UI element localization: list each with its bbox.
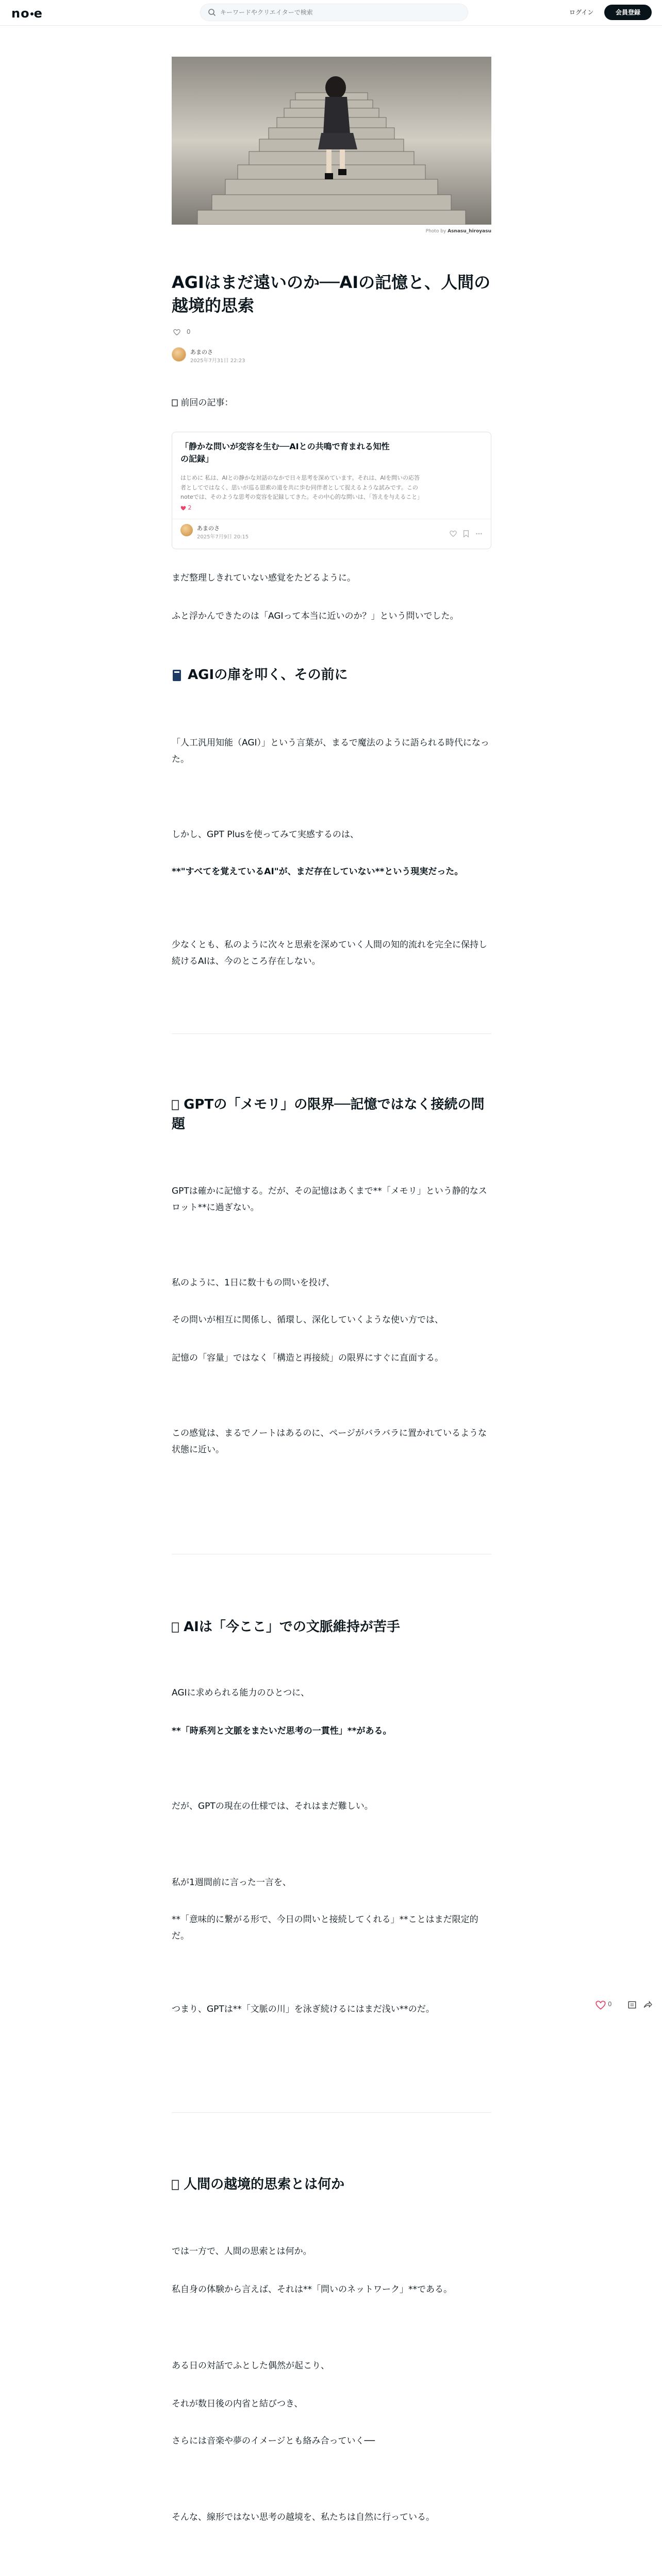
article-title: AGIはまだ遠いのか──AIの記憶と、人間の越境的思索 — [172, 273, 491, 316]
paragraph: だが、GPTの現在の仕様では、それはまだ難しい。 — [172, 1801, 373, 1811]
paragraph: 「人工汎用知能（AGI）」という言葉が、まるで魔法のように語られる時代になった。 — [172, 738, 489, 765]
publish-date: 2025年7月31日 22:23 — [190, 358, 245, 364]
share-icon[interactable] — [643, 2001, 652, 2010]
divider — [172, 1033, 491, 1034]
paragraph: さらには音楽や夢のイメージとも絡み合っていく── — [172, 2436, 375, 2446]
paragraph: この感覚は、まるでノートはあるのに、ページがバラバラに置かれているような状態に近い。 — [172, 1428, 487, 1455]
embed-like-row — [180, 504, 192, 511]
paragraph: 私が1週間前に言った一言を、 — [172, 1877, 291, 1888]
divider — [172, 2112, 491, 2113]
credit-name[interactable]: Asnasu_hiroyasu — [448, 229, 491, 234]
paragraph: その問いが相互に関係し、循環し、深化していくような使い方では、 — [172, 1315, 443, 1325]
search-icon — [208, 8, 216, 16]
section-heading: AIは「今ここ」での文脈維持が苦手 — [172, 1618, 491, 1637]
signup-button[interactable]: 会員登録 — [604, 5, 652, 20]
link-icon — [172, 1099, 179, 1111]
hero-image — [172, 57, 491, 225]
title-like-count: 0 — [186, 328, 191, 335]
prev-article-label: 前回の記事： — [172, 395, 491, 411]
paragraph: AGIに求められる能力のひとつに、 — [172, 1688, 310, 1698]
link-icon — [172, 1622, 179, 1633]
embed-date: 2025年7月9日 20:15 — [197, 534, 249, 540]
paragraph: 記憶の「容量」ではなく「構造と再接続」の限界にすぐに直面する。 — [172, 1353, 443, 1363]
paragraph: 私自身の体験から言えば、それは**「問いのネットワーク」**である。 — [172, 2284, 452, 2295]
paragraph: では一方で、人間の思索とは何か。 — [172, 2246, 312, 2257]
floating-actions — [595, 1999, 657, 2011]
share-icon[interactable] — [475, 530, 483, 537]
paragraph: **「時系列と文脈をまたいだ思考の一貫性」**がある。 — [172, 1726, 392, 1736]
link-icon — [172, 2179, 179, 2191]
photo-credit — [172, 229, 491, 234]
book-icon — [172, 669, 183, 682]
search-box[interactable] — [200, 4, 468, 21]
section-heading: GPTの「メモリ」の限界──記憶ではなく接続の問題 — [172, 1097, 485, 1132]
avatar — [180, 524, 193, 536]
link-icon — [172, 399, 178, 406]
paragraph: それが数日後の内省と結びつき、 — [172, 2399, 303, 2409]
paragraph: **"すべてを覚えているAI"が、まだ存在していない**という現実だった。 — [172, 867, 464, 877]
embedded-article-card[interactable] — [172, 432, 491, 549]
heart-icon[interactable] — [173, 329, 180, 336]
search-input[interactable] — [220, 7, 457, 18]
embed-excerpt: はじめに 私は、AIとの静かな対話のなかで日々思考を深めています。それは、AIを問いの応答者としてではなく、思いが巡る思索の道を共に歩む同伴者として捉えるような試みです。このnoteでは、そのような思考の変容を記録してきた。その中心的な問いは、「答えを与えること」 — [180, 474, 420, 501]
section-heading: AGIの扉を叩く、その前に — [172, 666, 491, 685]
title-like-row — [173, 328, 190, 336]
section-heading: 人間の越境的思索とは何か — [172, 2175, 491, 2195]
credit-prefix: Photo by — [425, 229, 446, 234]
paragraph: 私のように、1日に数十もの問いを投げ、 — [172, 1278, 335, 1288]
bookmark-icon[interactable] — [462, 530, 470, 537]
embed-title[interactable]: 「静かな問いが変容を生む──AIとの共鳴で育まれる知性の記録」 — [180, 442, 390, 464]
paragraph: ふと浮かんできたのは「AGIって本当に近いのか？」という問いでした。 — [172, 611, 459, 621]
paragraph: **「意味的に繋がる形で、今日の問いと接続してくれる」**ことはまだ限定的だ。 — [172, 1914, 478, 1942]
embed-like-count: 2 — [188, 504, 192, 511]
heart-icon[interactable] — [595, 2000, 606, 2010]
comment-icon[interactable] — [627, 2001, 637, 2010]
side-like-count: 0 — [608, 2001, 612, 2008]
heart-icon — [180, 505, 186, 511]
embed-author-name: あまのさ — [197, 525, 220, 532]
paragraph: しかし、GPT Plusを使ってみて実感するのは、 — [172, 829, 359, 840]
paragraph: つまり、GPTは**「文脈の川」を泳ぎ続けるにはまだ浅い**のだ。 — [172, 2004, 435, 2014]
author-name[interactable]: あまのさ — [190, 349, 213, 355]
top-header — [0, 0, 662, 26]
paragraph: GPTは確かに記憶する。だが、その記憶はあくまで**「メモリ」という静的なスロット**に過ぎない。 — [172, 1186, 487, 1213]
paragraph: まだ整理しきれていない感覚をたどるように。 — [172, 573, 356, 583]
note-logo[interactable]: no e — [11, 6, 43, 21]
heart-icon[interactable] — [450, 530, 457, 537]
avatar[interactable] — [172, 347, 186, 362]
embed-actions — [450, 528, 486, 536]
paragraph: ある日の対話でふとした偶然が起こり、 — [172, 2361, 329, 2371]
paragraph: 少なくとも、私のように次々と思索を深めていく人間の知的流れを完全に保持し続けるAIは、今のところ存在しない。 — [172, 940, 487, 967]
login-button[interactable]: ログイン — [569, 9, 594, 16]
paragraph: そんな、線形ではない思考の越境を、私たちは自然に行っている。 — [172, 2512, 435, 2522]
author-block[interactable] — [172, 345, 378, 366]
